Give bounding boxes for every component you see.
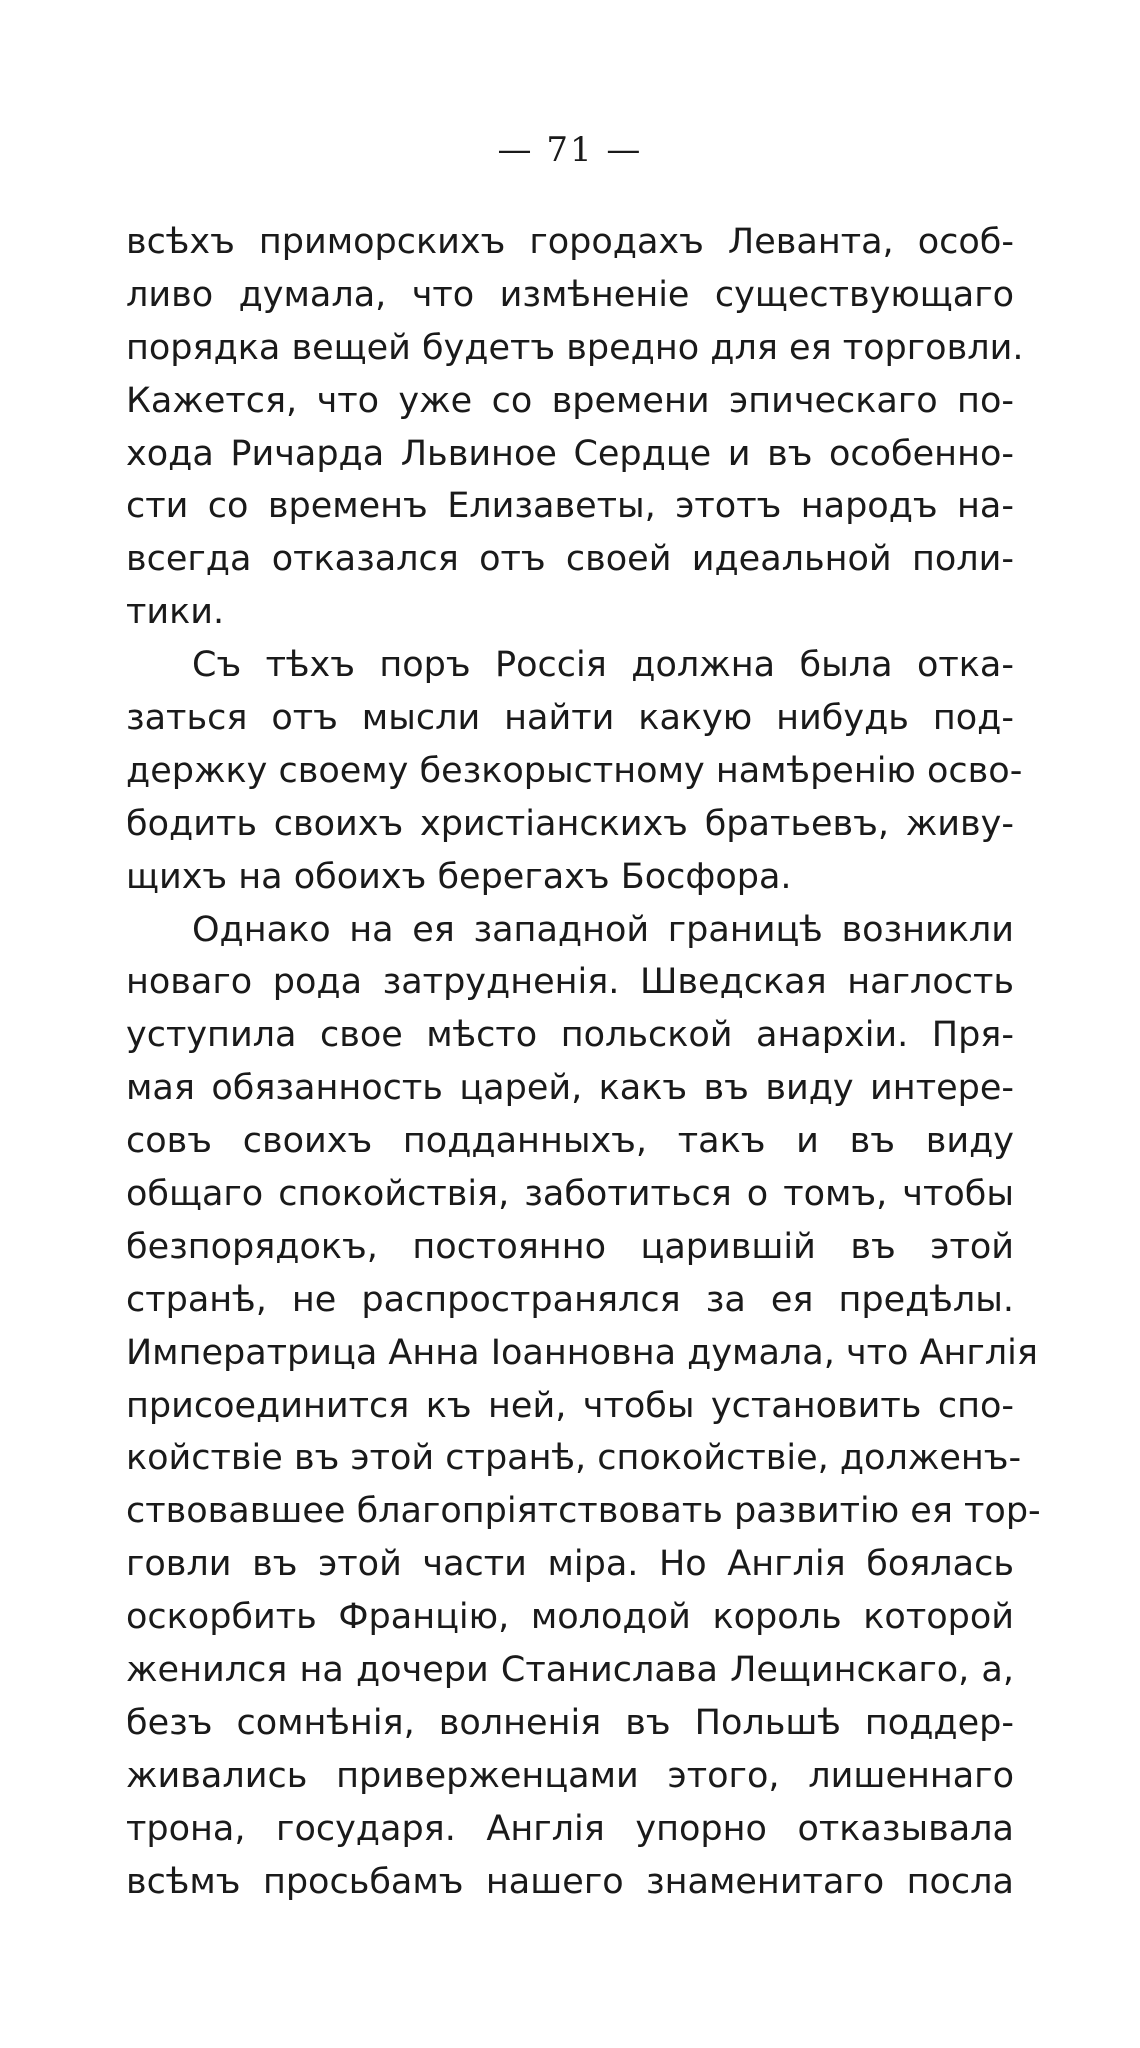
text-line: держку своему безкорыстному намѣренію осво- xyxy=(126,750,1023,791)
text-line: ливо думала, что измѣненіе существующаго xyxy=(126,274,1014,315)
text-line: сти со временъ Елизаветы, этотъ народъ на- xyxy=(126,486,1014,527)
text-line: уступила свое мѣсто польской анархіи. Пря- xyxy=(126,1015,1014,1056)
text-line: общаго спокойствія, заботиться о томъ, чтобы xyxy=(126,1174,1014,1215)
text-line: безпорядокъ, постоянно царившій въ этой xyxy=(126,1226,1014,1267)
text-line: странѣ, не распространялся за ея предѣлы. xyxy=(126,1279,1014,1320)
text-line: койствіе въ этой странѣ, спокойствіе, долженъ- xyxy=(126,1438,1022,1479)
paragraph-first-line: Однако на ея западной границѣ возникли xyxy=(192,909,1014,950)
text-line: трона, государя. Англія упорно отказывала xyxy=(126,1808,1014,1849)
text-line: оскорбить Францію, молодой король которой xyxy=(126,1597,1014,1638)
text-line: женился на дочери Станислава Лещинскаго, а, xyxy=(126,1650,1014,1691)
text-line: тики. xyxy=(126,592,225,633)
page-number: — 71 — xyxy=(497,130,643,170)
text-line: всегда отказался отъ своей идеальной поли- xyxy=(126,539,1014,580)
text-line: говли въ этой части міра. Но Англія боялась xyxy=(126,1544,1014,1585)
text-line: новаго рода затрудненія. Шведская наглость xyxy=(126,962,1014,1003)
text-line: всѣмъ просьбамъ нашего знаменитаго посла xyxy=(126,1861,1014,1902)
text-line: всѣхъ приморскихъ городахъ Леванта, особ- xyxy=(126,222,1014,262)
text-line: живались приверженцами этого, лишеннаго xyxy=(126,1755,1014,1796)
text-line: присоединится къ ней, чтобы установить спо- xyxy=(126,1385,1014,1426)
text-line: щихъ на обоихъ берегахъ Босфора. xyxy=(126,856,792,897)
text-line: ствовавшее благопріятствовать развитію ея тор- xyxy=(126,1491,1041,1532)
paragraph-first-line: Съ тѣхъ поръ Россія должна была отка- xyxy=(192,645,1014,686)
text-line: заться отъ мысли найти какую нибудь под- xyxy=(126,698,1014,739)
text-line: мая обязанность царей, какъ въ виду интере- xyxy=(126,1068,1014,1109)
page-body-text xyxy=(126,216,1041,1909)
text-line: Императрица Анна Іоанновна думала, что Англія xyxy=(126,1332,1038,1373)
text-line: совъ своихъ подданныхъ, такъ и въ виду xyxy=(126,1121,1014,1162)
text-line: Кажется, что уже со времени эпическаго по- xyxy=(126,380,1014,421)
text-line: бодить своихъ христіанскихъ братьевъ, живу- xyxy=(126,803,1014,844)
text-line: хода Ричарда Львиное Сердце и въ особенно- xyxy=(126,433,1014,474)
text-line: безъ сомнѣнія, волненія въ Польшѣ поддер- xyxy=(126,1702,1014,1743)
text-line: порядка вещей будетъ вредно для ея торговли. xyxy=(126,327,1024,368)
